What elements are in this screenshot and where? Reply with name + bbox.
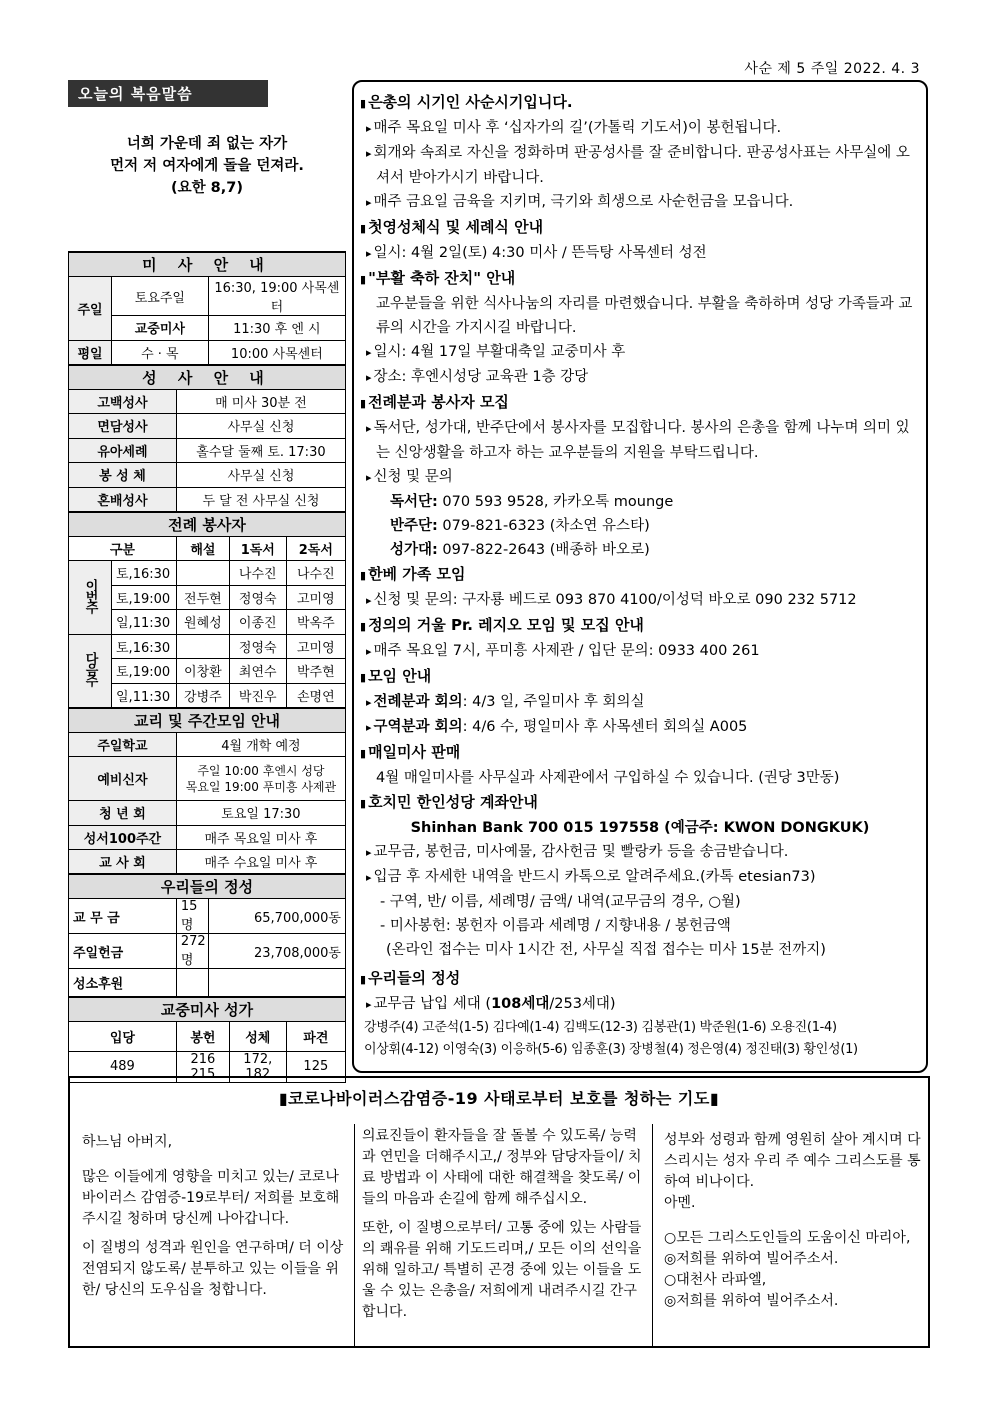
info-table [68,251,346,1083]
mass-weekday-label: 평일 [69,340,112,365]
attendance-value: 172, 182 [229,1051,286,1082]
notice-title: ▮ 우리들의 정성 [360,966,920,992]
mass-title: 미 사 안 내 [69,252,346,277]
notice-title: ▮ 첫영성체식 및 세례식 안내 [360,215,920,241]
prayer-paragraph: 성부와 성령과 함께 영원히 살아 계시며 다스리시는 성자 우리 주 예수 그리스도를 통하여 비나이다. [664,1132,921,1190]
offering-title: 우리들의 정성 [69,874,346,899]
meeting-value: 토요일 17:30 [176,801,345,826]
meeting-value: 4월 개학 예정 [176,732,345,757]
server-reader1: 나수진 [229,561,286,586]
notice-item: ▸ 일시: 4월 17일 부활대축일 교중미사 후 [360,340,920,365]
server-time: 일,11:30 [112,610,177,635]
mass-row-label: 수 · 목 [112,340,209,365]
notice-item: ▸ 신청 및 문의: 구자룡 베드로 093 870 4100/이성덕 바오로 090 232 5712 [360,588,920,613]
prayer-column-1 [82,1132,348,1309]
notice-title: ▮ 매일미사 판매 [360,740,920,766]
gospel-line: 너희 가운데 죄 없는 자가 [126,136,288,152]
notice-title: ▮ 모임 안내 [360,664,920,690]
prayer-response: ◎저희를 위하여 빌어주소서. [664,1293,839,1309]
column-divider [354,1124,355,1348]
tithe-prefix: 교무금 납입 세대 ( [373,996,492,1012]
server-reader1: 정영숙 [229,585,286,610]
attendance-title: 교중미사 성가 [69,997,346,1022]
gospel-reference: (요한 8,7) [170,180,243,196]
server-time: 일,11:30 [112,683,177,708]
prayer-box [68,1076,930,1348]
meeting-detail: : 4/6 수, 평일미사 후 사목센터 회의실 A005 [462,719,748,735]
prayer-paragraph: 하느님 아버지, [82,1134,173,1150]
bank-account: Shinhan Bank 700 015 197558 (예금주: KWON DONGKUK) [410,820,870,836]
meeting-label: 주일학교 [69,732,177,757]
meeting-name: 구역분과 회의 [373,719,463,735]
sacrament-label: 고백성사 [69,389,177,414]
notice-item: ▸ 매주 금요일 금육을 지키며, 극기와 희생으로 사순헌금을 모읍니다. [360,190,920,215]
offering-count: 272명 [176,934,208,969]
prayer-column-2 [362,1126,646,1331]
attendance-value: 125 [286,1051,345,1082]
attendance-value: 489 [69,1051,177,1082]
contact-value: 097-822-2643 (배종하 바오로) [437,542,650,558]
server-reader1: 이종진 [229,610,286,635]
sacrament-value: 매 미사 30분 전 [176,389,345,414]
server-commentator: 전두현 [176,585,229,610]
mass-sunday-label: 주일 [69,277,112,341]
server-reader2: 나수진 [286,561,345,586]
sacrament-label: 혼배성사 [69,487,177,512]
notice-item: ▸ 입금 후 자세한 내역을 반드시 카톡으로 알려주세요.(카톡 etesian73) [360,865,920,890]
notice-item: ▸ 일시: 4월 2일(토) 4:30 미사 / 뜬득탕 사목센터 성전 [360,241,920,266]
notice-item: ▸ 독서단, 성가대, 반주단에서 봉사자를 모집합니다. 봉사의 은총을 함께 나누며 의미 있는 신앙생활을 하고자 하는 교우분들의 지원을 부탁드립니다. [360,416,920,465]
meeting-value-line: 주일 10:00 후엔시 성당 [197,763,325,778]
sacrament-value: 홀수달 둘째 토. 17:30 [176,438,345,463]
notice-item: ▸ 매주 목요일 미사 후 ‘십자가의 길’(가톨릭 기도서)이 봉헌됩니다. [360,116,920,141]
bulletin-date: 사순 제 5 주일 2022. 4. 3 [744,61,920,77]
tithe-suffix: /253세대) [549,996,616,1012]
notice-item: ▸ 신청 및 문의 [360,465,920,490]
mass-row-value: 16:30, 19:00 사목센터 [208,277,345,316]
prayer-column-3 [664,1130,924,1312]
notice-item: ▸ 교무금, 봉헌금, 미사예물, 감사헌금 및 빨랑카 등을 송금받습니다. [360,840,920,865]
server-time: 토,16:30 [112,561,177,586]
tithe-count: 108세대 [491,996,550,1012]
server-commentator: 강병주 [176,683,229,708]
notice-item [360,992,920,1017]
prayer-paragraph: 또한, 이 질병으로부터/ 고통 중에 있는 사람들의 쾌유를 위해 기도드리며,/ 모든 이의 선익을 위해 일하고/ 특별히 곤경 중에 있는 이들을 도울 수 있는 은총을/ 저희에게 내려주시길 간구합니다. [362,1220,642,1320]
prayer-amen: 아멘. [664,1195,696,1211]
server-commentator: 원혜성 [176,610,229,635]
notice-dash: (온라인 접수는 미사 1시간 전, 사무실 직접 접수는 미사 15분 전까지) [386,942,826,958]
server-reader2: 고미영 [286,634,345,659]
servers-title: 전례 봉사자 [69,512,346,537]
attendance-value: 216 215 [176,1051,229,1082]
gospel-text [68,133,346,251]
contact-line [360,490,920,514]
next-week-label: 다음주 [82,652,98,685]
prayer-title: ▮코로나바이러스감염증-19 사태로부터 보호를 청하는 기도▮ [278,1089,720,1108]
notice-item: ▸ 회개와 속죄로 자신을 정화하며 판공성사를 잘 준비합니다. 판공성사표는 사무실에 오셔서 받아가시기 바랍니다. [360,141,920,190]
sacrament-label: 면담성사 [69,414,177,439]
mass-row-label: 교중미사 [112,316,209,341]
attendance-header: 입당 [69,1021,177,1051]
notice-title: ▮ 정의의 거울 Pr. 레지오 모임 및 모집 안내 [360,613,920,639]
server-reader2: 고미영 [286,585,345,610]
attendance-header: 파견 [286,1021,345,1051]
prayer-response: ◎저희를 위하여 빌어주소서. [664,1251,839,1267]
attendance-header: 성체 [229,1021,286,1051]
sacrament-value: 두 달 전 사무실 신청 [176,487,345,512]
server-reader1: 박진우 [229,683,286,708]
offering-label: 성소후원 [69,969,177,997]
offering-amount: 65,700,000동 [208,899,345,934]
mass-row-value: 11:30 후 엔 시 [208,316,345,341]
mass-row-label: 토요주일 [112,277,209,316]
prayer-versicle: ○대천사 라파엘, [664,1272,767,1288]
servers-header: 1독서 [229,536,286,561]
notice-text: 4월 매일미사를 사무실과 사제관에서 구입하실 수 있습니다. (권당 3만동) [376,770,840,786]
notice-title: ▮ 은총의 시기인 사순시기입니다. [360,90,920,116]
meetings-title: 교리 및 주간모임 안내 [69,708,346,733]
notice-dash: - 미사봉헌: 봉헌자 이름과 세례명 / 지향내용 / 봉헌금액 [380,918,731,934]
server-commentator: 이창환 [176,659,229,684]
contact-value: 079-821-6323 (차소연 유스타) [437,518,650,534]
contact-label: 성가대: [390,542,438,558]
meeting-value: 매주 수요일 미사 후 [176,850,345,875]
tithe-names: 강병주(4) 고준석(1-5) 김다예(1-4) 김백도(12-3) 김봉관(1) 박준원(1-6) 오용진(1-4) [364,1020,837,1035]
meeting-label: 예비신자 [69,757,177,801]
prayer-versicle: ○모든 그리스도인들의 도움이신 마리아, [664,1230,911,1246]
offering-count: 15명 [176,899,208,934]
offering-label: 교 무 금 [69,899,177,934]
sacrament-title: 성 사 안 내 [69,365,346,390]
notice-title: ▮ "부활 축하 잔치" 안내 [360,266,920,292]
servers-header: 해설 [176,536,229,561]
prayer-paragraph: 많은 이들에게 영향을 미치고 있는/ 코로나 바이러스 감염증-19로부터/ 저희를 보호해주시길 청하며 당신께 나아갑니다. [82,1169,340,1227]
gospel-line: 먼저 저 여자에게 돌을 던져라. [110,158,304,174]
contact-label: 독서단: [390,494,438,510]
server-reader1: 정영숙 [229,634,286,659]
server-reader1: 최연수 [229,659,286,684]
server-time: 토,16:30 [112,634,177,659]
contact-line [360,514,920,538]
left-column [68,80,346,1083]
sacrament-label: 봉 성 체 [69,463,177,488]
contact-label: 반주단: [390,518,438,534]
sacrament-value: 사무실 신청 [176,414,345,439]
meeting-name: 전례분과 회의 [373,694,463,710]
notice-item: ▸ 매주 목요일 7시, 푸미흥 사제관 / 입단 문의: 0933 400 261 [360,639,920,664]
sacrament-value: 사무실 신청 [176,463,345,488]
prayer-paragraph: 이 질병의 성격과 원인을 연구하며/ 더 이상 전염되지 않도록/ 분투하고 있는 이들을 위한/ 당신의 도우심을 청합니다. [82,1240,344,1298]
this-week-label: 이번주 [82,578,98,612]
offering-amount [208,969,345,997]
column-divider [652,1124,653,1348]
sacrament-label: 유아세례 [69,438,177,463]
meeting-label: 성서100주간 [69,825,177,850]
server-reader2: 박옥주 [286,610,345,635]
meeting-value [176,757,345,801]
notices-box [352,80,928,1073]
server-reader2: 박주현 [286,659,345,684]
server-commentator [176,561,229,586]
notice-dash: - 구역, 반/ 이름, 세례명/ 금액/ 내역(교무금의 경우, ○월) [380,894,741,910]
notice-title: ▮ 전례분과 봉사자 모집 [360,390,920,416]
mass-row-value: 10:00 사목센터 [208,340,345,365]
notice-item [360,715,920,740]
gospel-title: 오늘의 복음말씀 [68,80,268,107]
server-time: 토,19:00 [112,659,177,684]
servers-header: 2독서 [286,536,345,561]
contact-value: 070 593 9528, 카카오톡 mounge [437,494,674,510]
servers-header: 구분 [69,536,177,561]
offering-amount: 23,708,000동 [208,934,345,969]
tithe-names: 이상휘(4-12) 이영숙(3) 이응하(5-6) 임종훈(3) 장병철(4) 정은영(4) 정진태(3) 황인성(1) [364,1042,858,1057]
notice-item: ▸ 장소: 후엔시성당 교육관 1층 강당 [360,365,920,390]
server-commentator [176,634,229,659]
offering-label: 주일헌금 [69,934,177,969]
contact-line [360,538,920,562]
prayer-paragraph: 의료진들이 환자들을 잘 돌볼 수 있도록/ 능력과 연민을 더해주시고,/ 정부와 담당자들이/ 치료 방법과 이 사태에 대한 해결책을 찾도록/ 이들의 마음과 손길에 함께 해주십시오. [362,1128,642,1207]
notice-title: ▮ 한베 가족 모임 [360,562,920,588]
meeting-label: 교 사 회 [69,850,177,875]
notice-text: 교우분들을 위한 식사나눔의 자리를 마련했습니다. 부활을 축하하며 성당 가족들과 교류의 시간을 가지시길 바랍니다. [376,296,913,336]
notice-item [360,690,920,715]
meeting-label: 청 년 회 [69,801,177,826]
meeting-value-line: 목요일 19:00 푸미흥 사제관 [185,779,337,794]
server-reader2: 손명연 [286,683,345,708]
attendance-header: 봉헌 [176,1021,229,1051]
meeting-value: 매주 목요일 미사 후 [176,825,345,850]
offering-count [176,969,208,997]
meeting-detail: : 4/3 일, 주일미사 후 회의실 [462,694,645,710]
notice-title: ▮ 호치민 한인성당 계좌안내 [360,790,920,816]
server-time: 토,19:00 [112,585,177,610]
